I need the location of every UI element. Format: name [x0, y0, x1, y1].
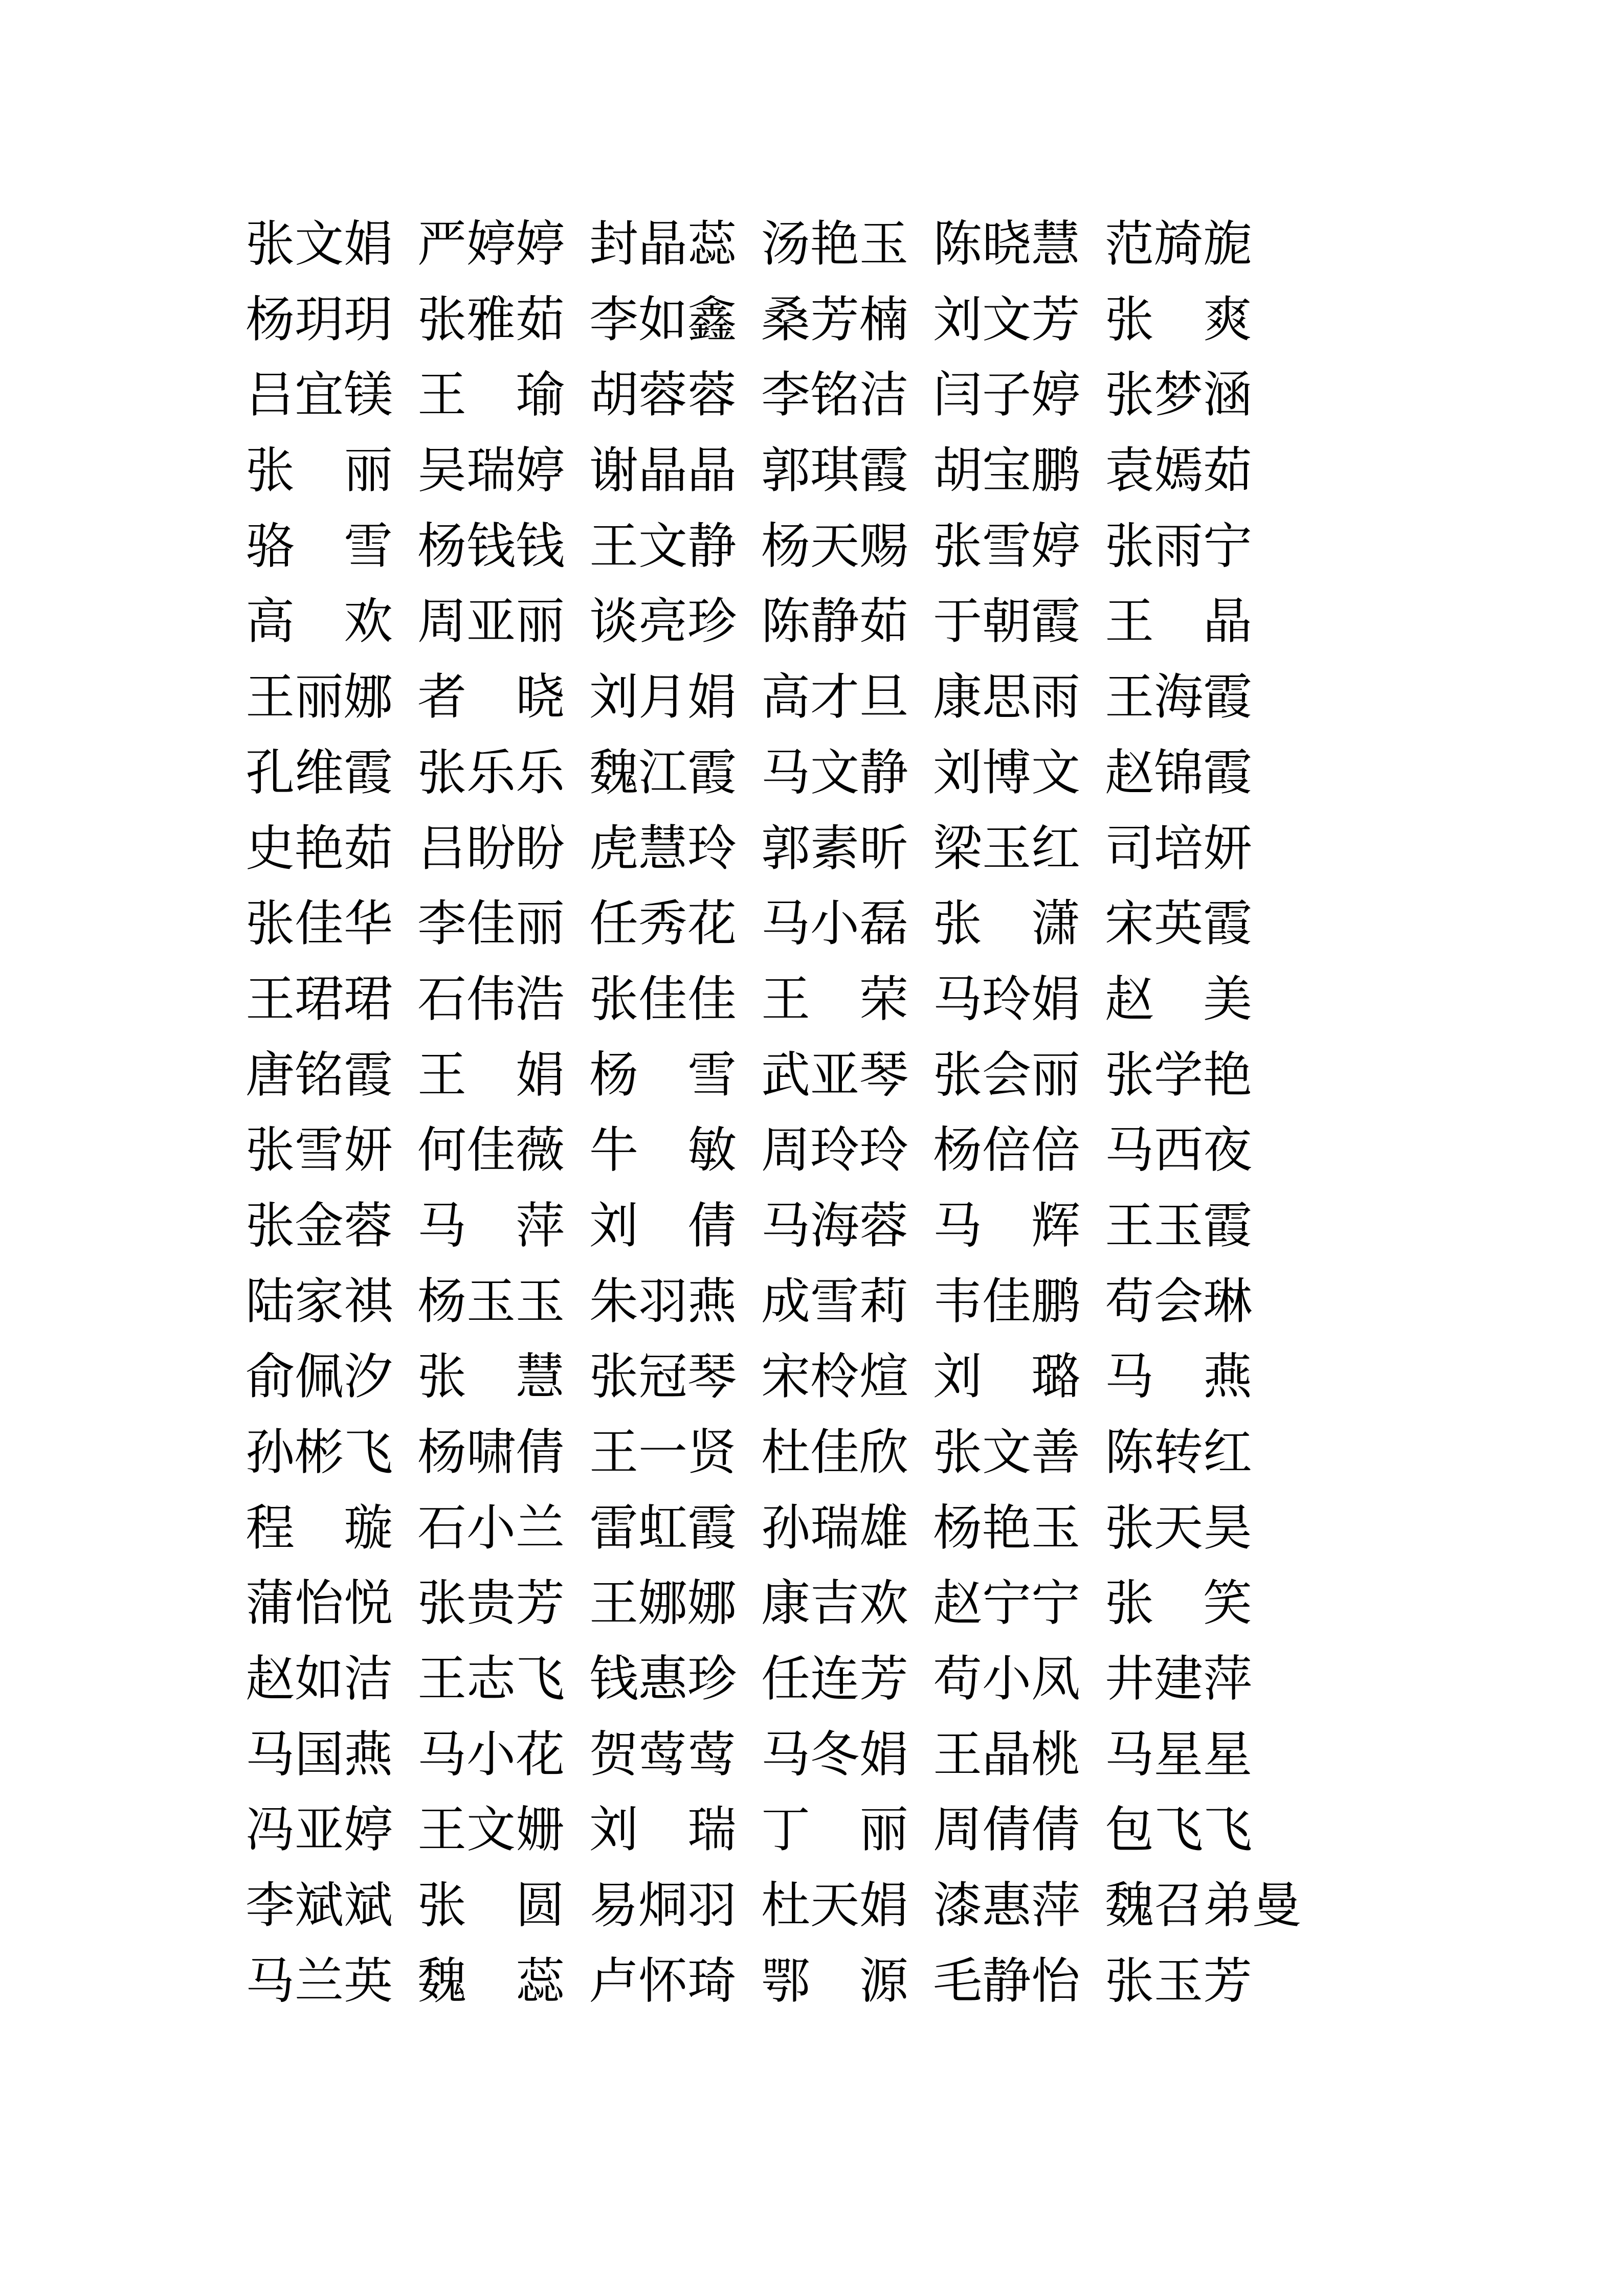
person-name: 何佳薇: [417, 1123, 565, 1178]
person-name: 马兰英: [246, 1953, 393, 2009]
person-name: 刘 璐: [933, 1349, 1080, 1405]
person-name: 张梦涵: [1105, 368, 1252, 423]
person-name: 杨倍倍: [933, 1123, 1080, 1178]
person-name: 王娜娜: [589, 1576, 737, 1631]
person-name: 郭素昕: [761, 821, 908, 876]
person-name: 史艳茹: [246, 821, 393, 876]
person-name: 高 欢: [246, 594, 393, 649]
person-name: 朱羽燕: [589, 1274, 737, 1329]
person-name: 张雨宁: [1105, 519, 1252, 574]
person-name: 马海蓉: [761, 1198, 908, 1253]
person-name: 冯亚婷: [246, 1803, 393, 1858]
person-name: 王一贤: [589, 1425, 737, 1480]
person-name: 杨玉玉: [417, 1274, 565, 1329]
person-name: 王文姗: [417, 1803, 565, 1858]
person-name: 汤艳玉: [761, 217, 908, 272]
person-name: 于朝霞: [933, 594, 1080, 649]
person-name: 高才旦: [761, 670, 908, 725]
person-name: 马 辉: [933, 1198, 1080, 1253]
person-name: 马小花: [417, 1727, 565, 1782]
person-name: 张雪妍: [246, 1123, 393, 1178]
person-name: 周亚丽: [417, 594, 565, 649]
person-name: 李佳丽: [417, 896, 565, 952]
person-name: 鄂 源: [761, 1953, 908, 2009]
person-name: 丁 丽: [761, 1803, 908, 1858]
person-name: 张 丽: [246, 443, 393, 499]
person-name: 袁嫣茹: [1105, 443, 1252, 499]
person-name: 张天昊: [1105, 1500, 1252, 1556]
person-name: 张文善: [933, 1425, 1080, 1480]
person-name: 陈转红: [1105, 1425, 1252, 1480]
person-name: 韦佳鹏: [933, 1274, 1080, 1329]
person-name: 杜佳欣: [761, 1425, 908, 1480]
person-name: 武亚琴: [761, 1047, 908, 1102]
person-name: 杨艳玉: [933, 1500, 1080, 1556]
person-name: 康思雨: [933, 670, 1080, 725]
person-name: 魏江霞: [589, 745, 737, 800]
person-name: 石伟浩: [417, 972, 565, 1027]
person-name: 王海霞: [1105, 670, 1252, 725]
person-name: 王晶桃: [933, 1727, 1080, 1782]
person-name: 马小磊: [761, 896, 908, 952]
person-name: 杨 雪: [589, 1047, 737, 1102]
person-name: 包飞飞: [1105, 1803, 1252, 1858]
person-name: 刘文芳: [933, 292, 1080, 347]
person-name: 张 圆: [417, 1878, 565, 1933]
person-name: 王 瑜: [417, 368, 565, 423]
person-name: 陈静茹: [761, 594, 908, 649]
person-name: 张雅茹: [417, 292, 565, 347]
person-name: 赵 美: [1105, 972, 1252, 1027]
person-name: 马冬娟: [761, 1727, 908, 1782]
person-name: 钱惠珍: [589, 1652, 737, 1707]
person-name: 马 燕: [1105, 1349, 1252, 1405]
person-name: 杨钱钱: [417, 519, 565, 574]
person-name: 张雪婷: [933, 519, 1080, 574]
person-name: 马国燕: [246, 1727, 393, 1782]
person-name: 刘博文: [933, 745, 1080, 800]
person-name: 吕盼盼: [417, 821, 565, 876]
person-name: 吕宜镁: [246, 368, 393, 423]
person-name: 马玲娟: [933, 972, 1080, 1027]
person-name: 谈亮珍: [589, 594, 737, 649]
person-name: 王 娟: [417, 1047, 565, 1102]
person-name: 牛 敏: [589, 1123, 737, 1178]
person-name: 张金蓉: [246, 1198, 393, 1253]
person-name: 孙彬飞: [246, 1425, 393, 1480]
person-name: 闫子婷: [933, 368, 1080, 423]
person-name: 俞佩汐: [246, 1349, 393, 1405]
person-name: 漆惠萍: [933, 1878, 1080, 1933]
person-name: 郭琪霞: [761, 443, 908, 499]
person-name: 张玉芳: [1105, 1953, 1252, 2009]
person-name: 谢晶晶: [589, 443, 737, 499]
person-name: 王 荣: [761, 972, 908, 1027]
person-name: 毛静怡: [933, 1953, 1080, 2009]
person-name: 王 晶: [1105, 594, 1252, 649]
person-name: 刘月娟: [589, 670, 737, 725]
name-grid: [246, 207, 1301, 2019]
person-name: 任连芳: [761, 1652, 908, 1707]
person-name: 张佳佳: [589, 972, 737, 1027]
person-name: 成雪莉: [761, 1274, 908, 1329]
person-name: 李铭洁: [761, 368, 908, 423]
person-name: 赵锦霞: [1105, 745, 1252, 800]
person-name: 李斌斌: [246, 1878, 393, 1933]
person-name: 吴瑞婷: [417, 443, 565, 499]
person-name: 张佳华: [246, 896, 393, 952]
person-name: 严婷婷: [417, 217, 565, 272]
person-name: 者 晓: [417, 670, 565, 725]
person-name: 桑芳楠: [761, 292, 908, 347]
person-name: 梁玉红: [933, 821, 1080, 876]
person-name: 宋英霞: [1105, 896, 1252, 952]
person-name: 任秀花: [589, 896, 737, 952]
person-name: 李如鑫: [589, 292, 737, 347]
person-name: 张乐乐: [417, 745, 565, 800]
person-name: 刘 倩: [589, 1198, 737, 1253]
person-name: 虎慧玲: [589, 821, 737, 876]
person-name: 孔维霞: [246, 745, 393, 800]
person-name: 马 萍: [417, 1198, 565, 1253]
person-name: 苟会琳: [1105, 1274, 1252, 1329]
person-name: 魏召弟曼: [1105, 1878, 1301, 1933]
person-name: 马西夜: [1105, 1123, 1252, 1178]
person-name: 孙瑞雄: [761, 1500, 908, 1556]
person-name: 宋柃煊: [761, 1349, 908, 1405]
person-name: 王珺珺: [246, 972, 393, 1027]
person-name: 马文静: [761, 745, 908, 800]
person-name: 张学艳: [1105, 1047, 1252, 1102]
person-name: 张会丽: [933, 1047, 1080, 1102]
person-name: 骆 雪: [246, 519, 393, 574]
person-name: 苟小凤: [933, 1652, 1080, 1707]
person-name: 胡宝鹏: [933, 443, 1080, 499]
person-name: 贺莺莺: [589, 1727, 737, 1782]
person-name: 陆家祺: [246, 1274, 393, 1329]
person-name: 赵如洁: [246, 1652, 393, 1707]
person-name: 范旑旎: [1105, 217, 1252, 272]
person-name: 王丽娜: [246, 670, 393, 725]
person-name: 卢怀琦: [589, 1953, 737, 2009]
person-name: 张 慧: [417, 1349, 565, 1405]
person-name: 王玉霞: [1105, 1198, 1252, 1253]
person-name: 石小兰: [417, 1500, 565, 1556]
person-name: 魏 蕊: [417, 1953, 565, 2009]
person-name: 杜天娟: [761, 1878, 908, 1933]
person-name: 唐铭霞: [246, 1047, 393, 1102]
person-name: 封晶蕊: [589, 217, 737, 272]
person-name: 杨天赐: [761, 519, 908, 574]
person-name: 康吉欢: [761, 1576, 908, 1631]
person-name: 周玲玲: [761, 1123, 908, 1178]
person-name: 周倩倩: [933, 1803, 1080, 1858]
person-name: 张贵芳: [417, 1576, 565, 1631]
person-name: 张冠琴: [589, 1349, 737, 1405]
person-name: 程 璇: [246, 1500, 393, 1556]
person-name: 马星星: [1105, 1727, 1252, 1782]
person-name: 刘 瑞: [589, 1803, 737, 1858]
person-name: 王志飞: [417, 1652, 565, 1707]
person-name: 司培妍: [1105, 821, 1252, 876]
person-name: 张 笑: [1105, 1576, 1252, 1631]
person-name: 陈晓慧: [933, 217, 1080, 272]
person-name: 王文静: [589, 519, 737, 574]
person-name: 胡蓉蓉: [589, 368, 737, 423]
person-name: 井建萍: [1105, 1652, 1252, 1707]
person-name: 赵宁宁: [933, 1576, 1080, 1631]
person-name: 杨啸倩: [417, 1425, 565, 1480]
person-name: 张文娟: [246, 217, 393, 272]
person-name: 张 潇: [933, 896, 1080, 952]
person-name: 易烔羽: [589, 1878, 737, 1933]
person-name: 雷虹霞: [589, 1500, 737, 1556]
person-name: 张 爽: [1105, 292, 1252, 347]
person-name: 蒲怡悦: [246, 1576, 393, 1631]
person-name: 杨玥玥: [246, 292, 393, 347]
